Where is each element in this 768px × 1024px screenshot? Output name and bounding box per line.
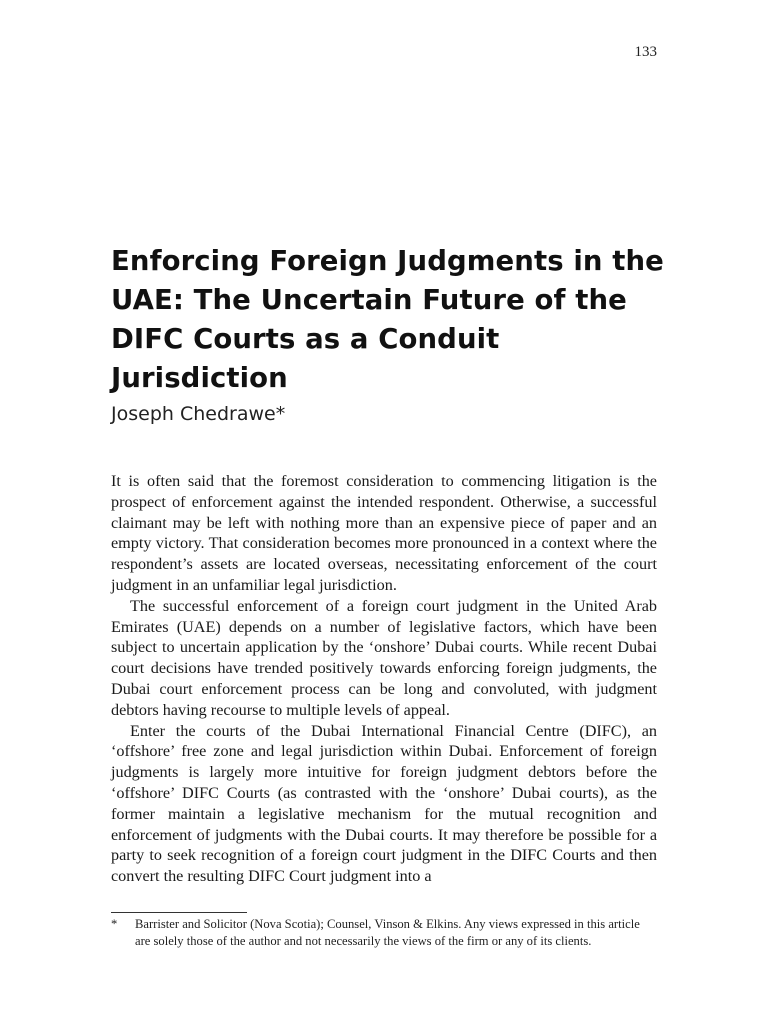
body-paragraph: The successful enforcement of a foreign court judgment in the United Arab Emirates (UAE) depends on a number of legislative factors, which have been subject to uncertain application by the ‘onshore’ Dubai courts. While recent Dubai court decisions have trended positively towards enforcing foreign judgments, the Dubai court enforcement process can be long and convoluted, with judgment debtors having recourse to multiple levels of appeal. [111, 596, 657, 719]
article-title: Enforcing Foreign Judgments in the UAE: The Uncertain Future of the DIFC Courts as a Conduit Jurisdiction [111, 245, 664, 394]
body-paragraph: It is often said that the foremost consideration to commencing litigation is the prospect of enforcement against the intended respondent. Otherwise, a successful claimant may be left with nothing more than an expensive piece of paper and an empty victory. That consideration becomes more pronounced in a context where the respondent’s assets are located overseas, necessitating enforcement of the court judgment in an unfamiliar legal jurisdiction. [111, 472, 657, 594]
footnote [111, 916, 657, 950]
footnote-divider [111, 912, 247, 913]
page-number: 133 [634, 44, 657, 60]
body-paragraph: Enter the courts of the Dubai International Financial Centre (DIFC), an ‘offshore’ free zone and legal jurisdiction within Dubai. Enforcement of foreign judgments is largely more intuitive for foreign judgment debtors before the ‘offshore’ DIFC Courts (as contrasted with the ‘onshore’ Dubai courts), as the former maintain a legislative mechanism for the mutual recognition and enforcement of judgments with the Dubai courts. It may therefore be possible for a party to seek recognition of a foreign court judgment in the DIFC Courts and then convert the resulting DIFC Court judgment into a [111, 721, 657, 886]
footnote-text: Barrister and Solicitor (Nova Scotia); Counsel, Vinson & Elkins. Any views expressed in this article are solely those of the author and not necessarily the views of the firm or any of its clients. [135, 917, 640, 948]
article-author: Joseph Chedrawe* [111, 403, 286, 425]
article-body [111, 471, 657, 887]
footnote-marker: * [111, 917, 118, 931]
